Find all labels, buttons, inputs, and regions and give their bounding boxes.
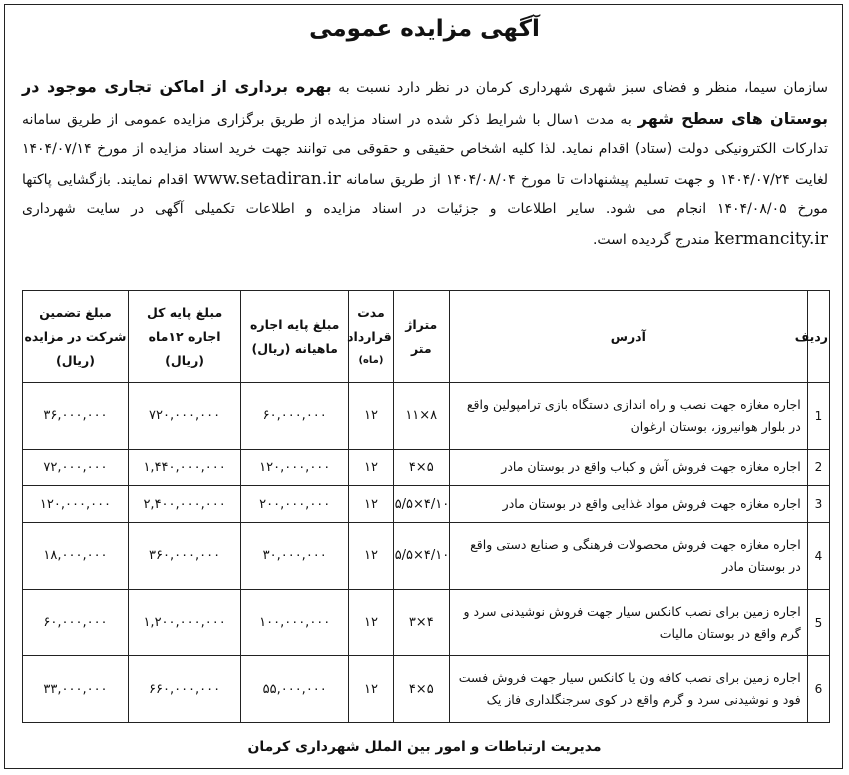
header-area: متراژ متر bbox=[393, 291, 449, 383]
table-row bbox=[23, 383, 830, 450]
row-duration: ۱۲ bbox=[349, 523, 393, 590]
table-row bbox=[23, 589, 830, 656]
row-guarantee: ۳۳,۰۰۰,۰۰۰ bbox=[23, 656, 129, 723]
header-duration-label: مدت قرارداد bbox=[347, 304, 392, 344]
table-row bbox=[23, 523, 830, 590]
row-total: ۱,۴۴۰,۰۰۰,۰۰۰ bbox=[128, 449, 240, 486]
row-duration: ۱۲ bbox=[349, 656, 393, 723]
row-total: ۳۶۰,۰۰۰,۰۰۰ bbox=[128, 523, 240, 590]
header-monthly: مبلغ پایه اجاره ماهیانه (ریال) bbox=[241, 291, 349, 383]
intro-part2: به مدت ۱سال با شرایط ذکر شده در اسناد مزایده از طریق برگزاری مزایده عمومی از طریق سامانه تدارکات الکترونیکی دولت (ستاد) اقدام نماید. لذا کلیه اشخاص حقیقی و حقوقی می توانند جهت خرید اسناد مزایده از مورخ ۱۴۰۴/۰۷/۱۴ لغایت ۱۴۰۴/۰۷/۲۴ و جهت تسلیم پیشنهادات تا مورخ ۱۴۰۴/۰۸/۰۴ از طریق سامانه bbox=[22, 111, 828, 188]
notice-intro bbox=[22, 72, 828, 255]
row-address: اجاره مغازه جهت نصب و راه اندازی دستگاه بازی ترامپولین واقع در بلوار هوانیروز، بوستان ارغوان bbox=[449, 383, 807, 450]
notice-title: آگهی مزایده عمومی bbox=[309, 16, 540, 42]
table-row bbox=[23, 656, 830, 723]
intro-subject: بهره برداری از اماکن تجاری موجود در بوستان های سطح شهر bbox=[22, 77, 829, 128]
notice-footer: مدیریت ارتباطات و امور بین الملل شهرداری کرمان bbox=[247, 739, 602, 755]
row-duration: ۱۲ bbox=[349, 589, 393, 656]
row-total: ۱,۲۰۰,۰۰۰,۰۰۰ bbox=[128, 589, 240, 656]
header-idx: ردیف bbox=[807, 291, 829, 383]
row-guarantee: ۱۲۰,۰۰۰,۰۰۰ bbox=[23, 486, 129, 523]
row-idx: 5 bbox=[807, 589, 829, 656]
row-total: ۷۲۰,۰۰۰,۰۰۰ bbox=[128, 383, 240, 450]
row-guarantee: ۷۲,۰۰۰,۰۰۰ bbox=[23, 449, 129, 486]
row-address: اجاره مغازه جهت فروش محصولات فرهنگی و صنایع دستی واقع در بوستان مادر bbox=[449, 523, 807, 590]
row-idx: 2 bbox=[807, 449, 829, 486]
row-address: اجاره زمین برای نصب کافه ون یا کانکس سیار جهت فروش فست فود و نوشیدنی سرد و گرم واقع در کوی سرجنگلداری فاز یک bbox=[449, 656, 807, 723]
row-total: ۶۶۰,۰۰۰,۰۰۰ bbox=[128, 656, 240, 723]
kermancity-link[interactable]: kermancity.ir bbox=[714, 228, 828, 249]
header-address: آدرس bbox=[449, 291, 807, 383]
row-address: اجاره زمین برای نصب کانکس سیار جهت فروش نوشیدنی سرد و گرم واقع در بوستان مالیات bbox=[449, 589, 807, 656]
row-area: ۵/۵×۴/۱۰ bbox=[393, 486, 449, 523]
row-area: ۴×۵ bbox=[393, 449, 449, 486]
intro-part1: سازمان سیما، منظر و فضای سبز شهری شهرداری کرمان در نظر دارد نسبت به bbox=[338, 80, 829, 96]
header-duration bbox=[349, 291, 393, 383]
row-duration: ۱۲ bbox=[349, 449, 393, 486]
row-monthly: ۱۰۰,۰۰۰,۰۰۰ bbox=[241, 589, 349, 656]
row-guarantee: ۶۰,۰۰۰,۰۰۰ bbox=[23, 589, 129, 656]
row-duration: ۱۲ bbox=[349, 383, 393, 450]
row-duration: ۱۲ bbox=[349, 486, 393, 523]
row-area: ۵/۵×۴/۱۰ bbox=[393, 523, 449, 590]
row-monthly: ۲۰۰,۰۰۰,۰۰۰ bbox=[241, 486, 349, 523]
table-row bbox=[23, 486, 830, 523]
row-address: اجاره مغازه جهت فروش آش و کباب واقع در بوستان مادر bbox=[449, 449, 807, 486]
intro-part3: اقدام نمایند. بازگشایی پاکتها مورخ ۱۴۰۴/۰۸/۰۵ انجام می شود. سایر اطلاعات و جزئیات در اسناد مزایده و اطلاعات تکمیلی آگهی در سایت شهرداری bbox=[22, 171, 828, 217]
intro-part4: مندرج گردیده است. bbox=[592, 231, 710, 248]
row-total: ۲,۴۰۰,۰۰۰,۰۰۰ bbox=[128, 486, 240, 523]
row-idx: 6 bbox=[807, 656, 829, 723]
row-monthly: ۱۲۰,۰۰۰,۰۰۰ bbox=[241, 449, 349, 486]
auction-table bbox=[22, 290, 830, 723]
row-idx: 3 bbox=[807, 486, 829, 523]
row-monthly: ۶۰,۰۰۰,۰۰۰ bbox=[241, 383, 349, 450]
row-idx: 4 bbox=[807, 523, 829, 590]
table-header-row bbox=[23, 291, 830, 383]
row-monthly: ۳۰,۰۰۰,۰۰۰ bbox=[241, 523, 349, 590]
row-area: ۴×۵ bbox=[393, 656, 449, 723]
row-address: اجاره مغازه جهت فروش مواد غذایی واقع در بوستان مادر bbox=[449, 486, 807, 523]
row-idx: 1 bbox=[807, 383, 829, 450]
row-guarantee: ۱۸,۰۰۰,۰۰۰ bbox=[23, 523, 129, 590]
row-area: ۱۱×۸ bbox=[393, 383, 449, 450]
row-area: ۳×۴ bbox=[393, 589, 449, 656]
header-total: مبلغ پایه کل اجاره ۱۲ماه (ریال) bbox=[128, 291, 240, 383]
header-guarantee: مبلغ تضمین شرکت در مزایده (ریال) bbox=[23, 291, 129, 383]
row-monthly: ۵۵,۰۰۰,۰۰۰ bbox=[241, 656, 349, 723]
row-guarantee: ۳۶,۰۰۰,۰۰۰ bbox=[23, 383, 129, 450]
setadiran-link[interactable]: www.setadiran.ir bbox=[193, 168, 341, 189]
header-duration-unit: (ماه) bbox=[358, 354, 384, 366]
table-row bbox=[23, 449, 830, 486]
